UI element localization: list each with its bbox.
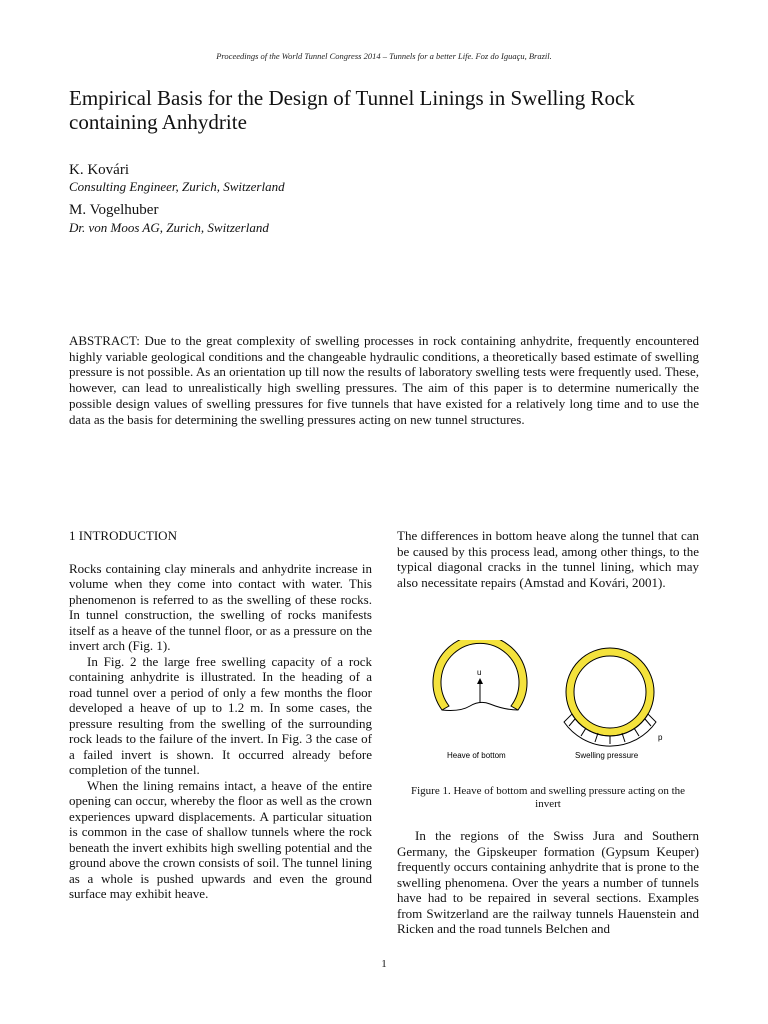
right-tunnel-opening	[574, 656, 646, 728]
swelling-pressure-diagram	[564, 648, 663, 760]
label-heave-of-bottom: Heave of bottom	[447, 751, 506, 760]
page-number: 1	[381, 958, 387, 970]
author-name-1: K. Kovári	[69, 162, 129, 178]
heave-arrow-head	[477, 678, 483, 684]
intro-paragraph-3: When the lining remains intact, a heave of the entire opening can occur, whereby the floor as well as the crown experiences upward displacements. A particular situation is common in the case of shallow tunnels where the rock beneath the invert exhibits high swelling potential and the ground above the crown consists of soil. The tunnel lining as a whole is pushed upwards and even the ground surface may exhibit heave.	[69, 777, 372, 901]
right-column-lower	[397, 828, 699, 937]
abstract: ABSTRACT: Due to the great complexity of swelling processes in rock containing anhydrite, frequently encountered highly variable geological conditions and the changeable hydraulic conditions, a theoretically based estimate of swelling pressure is not possible. As an orientation up till now the results of laboratory swelling tests were frequently used. These, however, can lead to unrealistically high swelling pressures. The aim of this paper is to determine numerically the possible design values of swelling pressures for five tunnels that have existed for a relatively long time and to use the data as the basis for determining the swelling pressures acting on new tunnel structures.	[69, 333, 699, 427]
running-header: Proceedings of the World Tunnel Congress 2014 – Tunnels for a better Life. Foz do Iguaçu, Brazil.	[216, 51, 552, 61]
paper-title: Empirical Basis for the Design of Tunnel Linings in Swelling Rock containing Anhydrite	[69, 86, 635, 134]
intro-paragraph-2: In Fig. 2 the large free swelling capacity of a rock containing anhydrite is illustrated. In the heading of a road tunnel over a period of only a few months the floor developed a heave of up to 1.2 m. In some cases, the pressure resulting from the swelling of the surrounding rock leads to the failure of the invert. In Fig. 3 the case of a failed invert is shown. It occurred already before completion of the tunnel.	[69, 653, 372, 777]
left-column	[69, 528, 372, 902]
figure-1-caption: Figure 1. Heave of bottom and swelling pressure acting on the invert	[410, 785, 686, 810]
author-affiliation-1: Consulting Engineer, Zurich, Switzerland	[69, 179, 285, 194]
label-p: p	[658, 733, 663, 742]
right-column	[397, 528, 699, 590]
label-swelling-pressure: Swelling pressure	[575, 751, 639, 760]
author-name-2: M. Vogelhuber	[69, 202, 159, 218]
author-affiliation-2: Dr. von Moos AG, Zurich, Switzerland	[69, 220, 269, 235]
figure-1-diagram	[425, 640, 675, 760]
label-u: u	[477, 668, 482, 677]
heaved-floor-line	[442, 702, 518, 710]
right-paragraph-1: The differences in bottom heave along the tunnel that can be caused by this process lead, among other things, to the typical diagonal cracks in the tunnel lining, which may also necessitate repairs (Amstad and Kovári, 2001).	[397, 528, 699, 590]
heave-of-bottom-diagram	[433, 640, 527, 760]
intro-paragraph-1: Rocks containing clay minerals and anhydrite increase in volume when they come into contact with water. This phenomenon is referred to as the swelling of these rocks. In tunnel construction, the swelling of rocks manifests itself as a heave of the tunnel floor, or as a pressure on the invert arch (Fig. 1).	[69, 560, 372, 653]
figure-1	[425, 640, 675, 760]
right-paragraph-2: In the regions of the Swiss Jura and Southern Germany, the Gipskeuper formation (Gypsum Keuper) frequently occurs containing anhydrite that is prone to the swelling phenomena. Over the years a number of tunnels have had to be repaired in several sections. Examples from Switzerland are the railway tunnels Hauenstein and Ricken and the road tunnels Belchen and	[397, 828, 699, 936]
section-heading-introduction: 1 INTRODUCTION	[69, 528, 177, 543]
